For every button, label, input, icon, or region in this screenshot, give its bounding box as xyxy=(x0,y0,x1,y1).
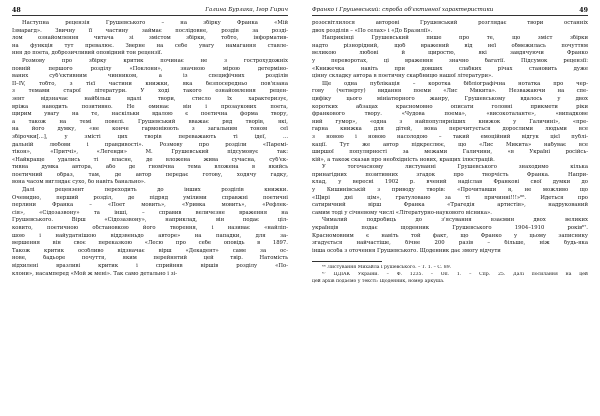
text-line: Наступна рецензія Грушевського – на збірку Франка «Мій xyxy=(22,20,288,26)
text-line: Розмову про збірку критик починає не з гострохудожніх xyxy=(22,57,288,64)
text-line: ння до поета, доброзичливий оповідний тон рецензії. xyxy=(12,50,163,57)
text-line: тивна думка автора, або де гномічна тема вложена в якийсь xyxy=(12,164,288,171)
text-line: Ще одна публікація – коротка бібліографічна нотатка про чер- xyxy=(322,80,588,87)
text-line: Красномовним є навіть той факт, що Франко у цьому записнику xyxy=(312,232,588,239)
text-line: вона часом виглядає сухо, бо навіть банально». xyxy=(12,179,146,186)
text-line: перлини Франка – «Поет мовить», «Уривка мовить», «Рефлек- xyxy=(12,202,288,209)
text-line: клони», насамперед «Мой ж мені». Так само детально і зі- xyxy=(12,270,178,277)
text-line: Чималий подробиць до з'ясування взаємин двох великих xyxy=(322,217,588,224)
text-line: лом ознайомлення читача зі змістом збірки, тобто, інформатив- xyxy=(12,35,288,42)
text-line: інша особа з оточення Грушевського. Щоденник дає змогу відчути xyxy=(312,247,501,254)
text-line: Далі рецензент переходить до інших розділів книжки. xyxy=(22,187,288,194)
text-line: повній першого розділу «Поклони», значною мірою детерміно- xyxy=(12,65,288,72)
left-page xyxy=(12,6,288,410)
text-line: у переворотах, ці враження значно багатії. Підсумок рецензії: xyxy=(312,57,588,64)
text-line: згадується найчастіше, бічне 200 разів – більше, ніж будь-яка xyxy=(312,240,588,247)
text-line: «Щирі дні цім», гратуловано за ті причинні!!!»⁶⁶. Йдеться про xyxy=(312,194,588,201)
text-line: шою і найудатнішою віддзвеньдо авторе» на пападки, для за- xyxy=(12,232,288,239)
text-line: з темами старої літератури. У ході такого ознайомлення рецен- xyxy=(12,88,288,95)
text-line: гарна книжка для дітей, вона перечитується дорослими людьми все xyxy=(312,126,588,133)
text-line: дальній любови і правдивості». Розмову про розділи «Паремі- xyxy=(12,141,288,148)
text-line: сатиричний вірш Франка «Трагедія артистів», надрукований xyxy=(312,202,588,209)
text-line: а також на темі повелі. Грушевський вважає ряд творів, які, xyxy=(12,118,288,125)
text-line: у Кишинівській з приводу творів: «Прочитавши я, не можливо що xyxy=(312,187,588,194)
footnote-line: ⁶⁶ Листування Михайла Грушевського. – Т. 1. – С. 89. xyxy=(322,265,452,271)
text-line: поетичний образ, там, де автор передає готову, ходячу гадку, xyxy=(12,171,288,178)
text-line: на його думку, «не конче гармоніюють з загальним тоном сеї xyxy=(12,126,288,133)
right-page xyxy=(312,6,588,410)
text-line: Очевидно, перший розділ, де підряд умілими справжні поетичні xyxy=(12,194,288,201)
footnotes xyxy=(312,265,588,285)
text-line: гову (четверту) видання поеми «Лис Микита». Незважаючи на спе- xyxy=(312,88,588,95)
body-text xyxy=(12,20,288,278)
text-line: кації. Тут же автор підкреслює, що «Лис Микита» набуває все xyxy=(312,141,588,148)
page-header xyxy=(312,6,588,16)
text-line: У тогочасному листуванні Грушевського знаходимо кілька xyxy=(322,164,588,171)
body-text xyxy=(312,20,588,255)
text-line: Ізмарагд». Звичну її частину займає послідовне, роздів за розді- xyxy=(12,27,288,34)
text-line: сія», «Сідозазвону» та інші, – справив величезне враження на xyxy=(12,209,288,216)
text-line: Наприкінці Грушевський пише про те, що зміст збірки xyxy=(322,35,588,42)
text-line: ширшої популярності за межами Галичини, «в Україні російсь- xyxy=(312,149,588,156)
text-line: кій», а також сказав про необхідність нових, кращих ілюстрацій. xyxy=(312,156,495,163)
text-line: розосвітлилося авторові Грушевський розглядає твори останніх xyxy=(312,20,588,26)
text-line: коротких абзацах красномовно описати головні прикмети ріки xyxy=(312,103,588,110)
footnote-divider xyxy=(312,261,382,262)
text-line: великою любові й щиростю, які завдячуючи Франко xyxy=(312,50,588,57)
text-line: «Книжечка навіть при довших слабких річах становить дуже xyxy=(312,65,588,72)
text-line: франкового твору. «Чудова поема», «високоталанте», «випадкове xyxy=(312,111,588,118)
text-line: надто різнорідний, щоб вражений від неї обмежилась почуттям xyxy=(312,42,588,49)
text-line: двох розділів – «По селах» і «До Бразилії». xyxy=(312,27,433,34)
text-line: українців подає щоденник Грушевського 1904–1910 років⁶⁷. xyxy=(312,225,588,232)
page-header xyxy=(12,6,288,16)
footnote-line: цей архів подаємо у тексті: Щоденник, номер аркуша. xyxy=(312,278,445,284)
running-header: Франко і Грушевський: спроба об'єктивної характеристики xyxy=(312,7,494,13)
text-line: ІІ–IV, тобто, з тієї частини книжки, яка безпосередньо пов'язана xyxy=(12,80,288,87)
text-line: відхилені вразливі критик і сприйняв віршів розділу «По- xyxy=(12,263,288,269)
footnote-line: ⁶⁷ ЦДІАК України. – Ф. 1235. – Оп. 1. – Спр. 25. Далі посилання на цей xyxy=(322,272,588,277)
text-line: тікон», «Притчі», «Легенди» М. Грушевський підсумовує так: xyxy=(12,149,288,156)
page-number: 48 xyxy=(12,7,21,14)
text-line: збірочки[...], у змісті цих творів переважають ті ідеї, ... xyxy=(12,133,288,140)
text-line: з новою і новою насолодою – такий емоційний відгук цієї публі- xyxy=(312,133,588,140)
text-line: цінну складку автора в поетичну скарбницю нашої літератури». xyxy=(312,73,493,80)
text-line: «Найкраще удались ті власне, де вложена жива сучасна, суб'єк- xyxy=(12,156,288,163)
text-line: нове, бадьоре почуття, яким перейнятий цей твір. Натомість xyxy=(12,255,288,262)
text-line: Також критик особливо відзначає вірш «Декадент» саме за ос- xyxy=(12,247,288,254)
text-line: вершення він своє переказкою «Лесю про себе оповідь в 1897. xyxy=(12,240,288,247)
text-line: цифіку цього мініатюрного жанру, Грушевському вдалось у двох xyxy=(312,95,588,102)
running-header: Галина Бурлака, Ігор Гирич xyxy=(205,7,288,13)
page-number: 49 xyxy=(579,7,588,14)
text-line: Грушевського. Вірш «Сідозазвону», наприклад, він подає ціл- xyxy=(12,217,288,224)
text-line: ний гумор», «одна з найпопулярніших книжок у Галичині», «пре- xyxy=(312,118,588,125)
text-line: на функція тут превалює. Зверне на себе увагу намагання ставле- xyxy=(12,42,288,49)
text-line: принагідних позитивних згадок про творчість Франка. Напри- xyxy=(312,171,588,178)
text-line: зент відзначає найбільш вдалі твори, стисло їх характеризує, xyxy=(12,95,288,102)
text-line: вріжа наводить позитивно. Не оминає він і прозаукових поета, xyxy=(12,103,288,110)
text-line: самим тоді у січневому числі «Літературно-наукового вісника». xyxy=(312,209,492,216)
text-line: ковито, поетичною обстановкою його творення, і називає «найліп- xyxy=(12,225,288,232)
text-line: щирим увагу на те, наскільки вдалою є поетична форма твору, xyxy=(12,111,288,118)
text-line: клад, у вересні 1902 р. вчений надіслав Франкові свої думки до xyxy=(312,179,588,186)
text-line: ваних суб'єктивним чинником, а із специфічних розділів xyxy=(12,73,288,80)
